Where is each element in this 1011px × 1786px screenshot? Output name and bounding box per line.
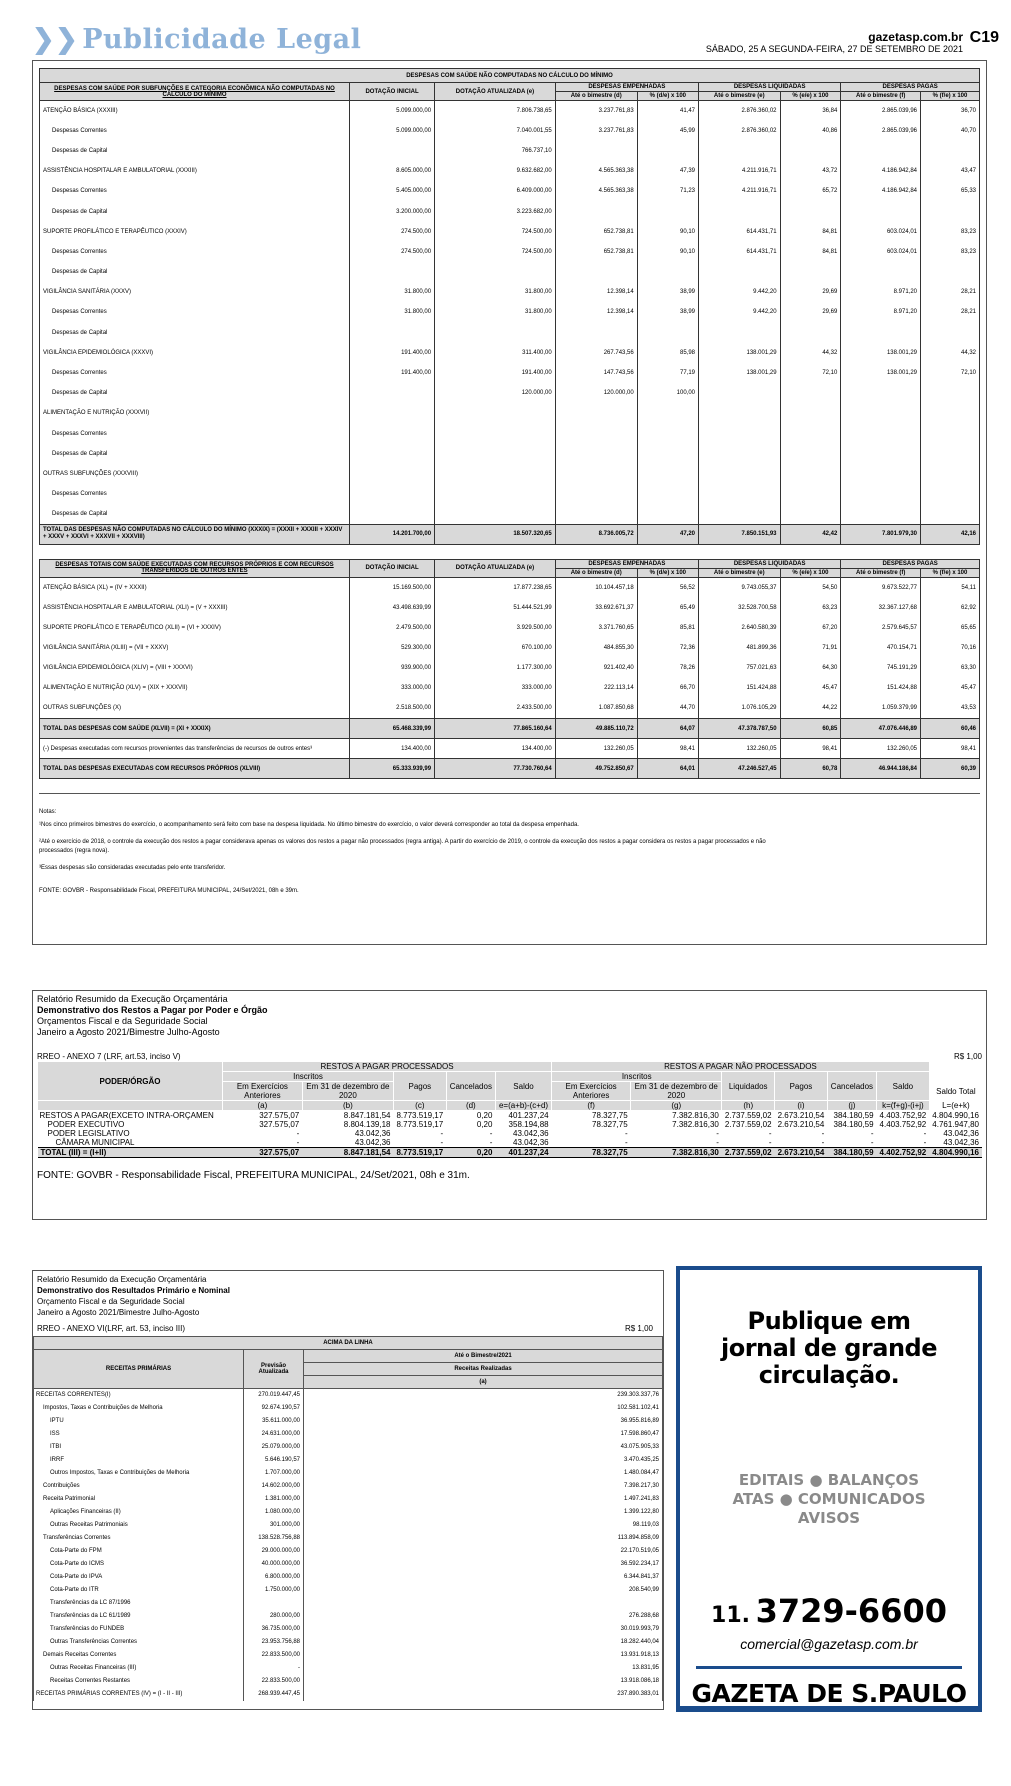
table-row: Impostos, Taxas e Contribuições de Melhoria 92.674.190,57 102.581.102,41	[34, 1402, 663, 1415]
table-row: ATENÇÃO BÁSICA (XL) = (IV + XXXII) 15.169.500,00 17.877.238,65 10.104.457,18 56,52 9.743.055,37 54,50 9.673.522,77 54,11	[40, 577, 980, 597]
table-total-row: TOTAL DAS DESPESAS NÃO COMPUTADAS NO CÁLCULO DO MÍNIMO (XXXIX) = (XXXII + XXXIII + XXXIV + XXXV + XXXVI + XXXVII + XXXVIII) 14.201.700,00 18.507.320,65 8.736.005,72 47,20 7.850.151,93 42,42 7.801.979,30 42,16	[40, 524, 980, 544]
table-total-row: TOTAL DAS DESPESAS COM SAÚDE (XLVII) = (XI + XXXIX) 65.468.339,99 77.865.160,64 49.885.110,72 64,07 47.378.787,50 60,85 47.076.446,89 60,46	[40, 719, 980, 739]
double-chevron-icon: ❯❯	[32, 24, 79, 55]
table-row: Outras Receitas Patrimoniais 301.000,00 98.119,03	[34, 1519, 663, 1532]
table-row: RECEITAS PRIMÁRIAS CORRENTES (IV) = (I - II - III) 268.939.447,45 237.890.383,01	[34, 1688, 663, 1701]
group-header: RESTOS A PAGAR NÃO PROCESSADOS	[552, 1062, 930, 1072]
table-row: ASSISTÊNCIA HOSPITALAR E AMBULATORIAL (XXXIII) 8.605.000,00 9.632.682,00 4.565.363,38 47,39 4.211.916,71 43,72 4.186.942,84 43,47	[40, 161, 980, 181]
col-header: DOTAÇÃO ATUALIZADA (e)	[435, 559, 556, 577]
report-line: Janeiro a Agosto 2021/Bimestre Julho-Agosto	[37, 1027, 220, 1037]
table-row: SUPORTE PROFILÁTICO E TERAPÊUTICO (XXXIV) 274.500,00 724.500,00 652.738,81 90,10 614.431,71 84,81 603.024,01 83,23	[40, 222, 980, 242]
table-row: Cota-Parte do IPVA 6.800.000,00 6.344.841,37	[34, 1571, 663, 1584]
group-header: RESTOS A PAGAR PROCESSADOS	[223, 1062, 552, 1072]
col-header: RECEITAS PRIMÁRIAS	[34, 1350, 244, 1389]
table-row: VIGILÂNCIA EPIDEMIOLÓGICA (XLIV) = (VIII + XXXVI) 939.900,00 1.177.300,00 921.402,40 78,26 757.021,63 64,30 745.191,29 63,30	[40, 658, 980, 678]
table-row: Demais Receitas Correntes 22.833.500,00 13.931.918,13	[34, 1649, 663, 1662]
table-row: ISS 24.631.000,00 17.598.860,47	[34, 1428, 663, 1441]
gazeta-logo: GAZETA DE S.PAULO	[691, 1679, 967, 1708]
report-line: Relatório Resumido da Execução Orçamentária	[37, 1275, 207, 1284]
fonte-label: FONTE: GOVBR - Responsabilidade Fiscal, PREFEITURA MUNICIPAL, 24/Set/2021, 08h e 31m.	[37, 1170, 470, 1181]
table-row: Receitas Correntes Restantes 22.833.500,00 13.918.086,18	[34, 1675, 663, 1688]
table-total-row: TOTAL (III) = (I+II) 327.575,07 8.847.181,54 8.773.519,17 0,20 401.237,24 78.327,75 7.382.816,30 2.737.559,02 2.673.210,54 384.180,59 4.402.752,92 4.804.990,16	[38, 1148, 983, 1158]
resultados-table	[33, 1336, 663, 1701]
col-header: % (e/e) x 100	[780, 92, 841, 101]
group-header: DESPESAS LIQUIDADAS	[699, 559, 841, 568]
table-row: ASSISTÊNCIA HOSPITALAR E AMBULATORIAL (XLI) = (V + XXXIII) 43.498.639,99 51.444.521,99 33.692.671,37 65,49 32.528.700,58 63,23 32.367.127,68 62,92	[40, 598, 980, 618]
col-header: DOTAÇÃO ATUALIZADA (e)	[435, 83, 556, 101]
ad-categories: EDITAIS ● BALANÇOS ATAS ● COMUNICADOS AVISOS	[732, 1471, 926, 1527]
table-row: RECEITAS CORRENTES(I) 270.019.447,45 239.303.337,76	[34, 1389, 663, 1402]
table-row: Cota-Parte do ITR 1.750.000,00 208.540,99	[34, 1584, 663, 1597]
col-header: DOTAÇÃO INICIAL	[350, 83, 435, 101]
page-number: C19	[969, 29, 999, 46]
table-row: PODER LEGISLATIVO - 43.042,36 - - 43.042,36 - - - - - - 43.042,36	[47, 1129, 979, 1138]
table-row: Cota-Parte do ICMS 40.000.000,00 36.592.234,17	[34, 1558, 663, 1571]
col-header: DESPESAS COM SAÚDE POR SUBFUNÇÕES E CATEGORIA ECONÔMICA NÃO COMPUTADAS NO CÁLCULO DO MÍNIMO	[40, 83, 350, 101]
table-row: Despesas Correntes 5.405.000,00 6.409.000,00 4.565.363,38 71,23 4.211.916,71 65,72 4.186.942,84 65,33	[40, 181, 980, 201]
ad-phone[interactable]: 11. 3729-6600	[711, 1592, 947, 1630]
col-header: Até o bimestre (f)	[841, 568, 921, 577]
table-row: Outras Transferências Correntes 23.953.756,88 18.282.440,04	[34, 1636, 663, 1649]
table-row: Despesas de Capital	[40, 504, 980, 524]
col-header: % (e/e) x 100	[780, 568, 841, 577]
group-header: ACIMA DA LINHA	[34, 1337, 663, 1350]
notes: Notas: ¹Nos cinco primeiros bimestres do exercício, o acompanhamento será feito com base na despesa liquidada. No último bimestre do exercício, o valor deverá corresponder ao total da despesa empenhada. ²Até o exercício de 2018, o controle da execução dos restos a pagar considerava apenas os valores dos restos a pagar não processados (regra antiga). A partir do exercício de 2019, o controle da execução dos restos a pagar considera os restos a pagar processados e não processados (regra nova). ³Essas despesas são consideradas executadas pelo ente transferidor. FONTE: GOVBR - Responsabilidade Fiscal, PREFEITURA MUNICIPAL, 24/Set/2021, 08h e 39m.	[39, 809, 766, 895]
table-row: Transferências do FUNDEB 36.735.000,00 30.019.993,79	[34, 1623, 663, 1636]
ad-headline: Publique em jornal de grande circulação.	[721, 1307, 937, 1389]
report-title: Demonstrativo dos Restos a Pagar por Poder e Órgão	[37, 1005, 268, 1015]
group-header: Inscritos	[223, 1072, 394, 1082]
col-header: DOTAÇÃO INICIAL	[350, 559, 435, 577]
table-row: VIGILÂNCIA SANITÁRIA (XXXV) 31.800,00 31.800,00 12.398,14 38,99 9.442,20 29,69 8.971,20 28,21	[40, 282, 980, 302]
table-row: Outros Impostos, Taxas e Contribuições de Melhoria 1.707.000,00 1.480.084,47	[34, 1467, 663, 1480]
col-header: % (d/e) x 100	[637, 568, 698, 577]
table-title: DESPESAS COM SAÚDE NÃO COMPUTADAS NO CÁLCULO DO MÍNIMO	[40, 69, 980, 83]
col-header: % (f/e) x 100	[921, 92, 980, 101]
group-header: DESPESAS EMPENHADAS	[555, 559, 698, 568]
table-row: Contribuições 14.602.000,00 7.398.217,30	[34, 1480, 663, 1493]
table-row: IPTU 35.611.000,00 36.955.816,89	[34, 1415, 663, 1428]
col-header: PODER/ÓRGÃO	[38, 1062, 223, 1101]
table-row: Despesas Correntes 31.800,00 31.800,00 12.398,14 38,99 9.442,20 29,69 8.971,20 28,21	[40, 302, 980, 322]
table-row: OUTRAS SUBFUNÇÕES (XXXVIII)	[40, 464, 980, 484]
saude-report	[32, 60, 987, 945]
group-header: DESPESAS LIQUIDADAS	[699, 83, 841, 92]
saude-totais-table	[39, 559, 980, 780]
section-title: ❯❯ Publicidade Legal	[32, 24, 362, 55]
table-row: Receita Patrimonial 1.381.000,00 1.497.241,83	[34, 1493, 663, 1506]
col-header: % (f/e) x 100	[921, 568, 980, 577]
restos-table: PODER/ÓRGÃO RESTOS A PAGAR PROCESSADOS RESTOS A PAGAR NÃO PROCESSADOS Inscritos Pagos Cancelados Saldo Inscritos Liquidados Pagos Cancelados Saldo Em Exercícios Anteriores Em 31 de dezembro de 2020 Em Exercícios Anteriores Em 31 de dezembro de 2020 Saldo Total (a) (b) (c) (d) e=(a+b)-(c+d) (f) (g) (h) (i) (j) k=(f+g)-(i+j) L=(e+k) RESTOS A PAGAR(EXCETO INTRA-ORÇAMEN 327.575,07 8.847.181,54 8.773.519,17 0,20 401.237,24 78.327,75 7.382.816,30 2.737.559,02 2.673.210,54 384.180,59 4.403.752,92 4.804.990,16 PODER EXECUTIVO 327.575,07 8.804.139,18 8.773.519,17 0,20 358.194,88 78.327,75 7.382.816,30 2.737.559,02 2.673.210,54 384.180,59 4.403.752,92 4.761.947,80 PODER LEGISLATIVO - 43.042,36 - - 43.042,36 - - - - - - 43.042,36 CÂMARA MUNICIPAL - 43.042,36 - - 43.042,36 - - - - - - 43.042,36 TOTAL (III) = (I+II) 327.575,07 8.847.181,54 8.773.519,17 0,20 401.237,24 78.327,75 7.382.816,30 2.737.559,02 2.673.210,54 384.180,59 4.402.752,92 4.804.990,16	[37, 1061, 982, 1158]
unit-label: R$ 1,00	[624, 1324, 653, 1333]
table-row: SUPORTE PROFILÁTICO E TERAPÊUTICO (XLII) = (VI + XXXIV) 2.479.500,00 3.929.500,00 3.371.760,65 85,81 2.640.580,39 67,20 2.579.645,57 65,65	[40, 618, 980, 638]
table-row: Despesas Correntes	[40, 424, 980, 444]
col-header: Até o bimestre (f)	[841, 92, 921, 101]
table-row: ITBI 25.079.000,00 43.075.905,33	[34, 1441, 663, 1454]
table-row: IRRF 5.646.190,57 3.470.435,25	[34, 1454, 663, 1467]
col-header: % (d/e) x 100	[637, 92, 698, 101]
col-header: (a)	[304, 1376, 663, 1389]
table-row: (-) Despesas executadas com recursos provenientes das transferências de recursos de outros entes³ 134.400,00 134.400,00 132.260,05 98,41 132.260,05 98,41 132.260,05 98,41	[40, 739, 980, 759]
site-name[interactable]: gazetasp.com.br	[868, 30, 963, 44]
table-row: ALIMENTAÇÃO E NUTRIÇÃO (XXXVII)	[40, 403, 980, 423]
table-row: Despesas de Capital	[40, 323, 980, 343]
col-header: DESPESAS TOTAIS COM SAÚDE EXECUTADAS COM RECURSOS PRÓPRIOS E COM RECURSOS TRANSFERIDOS DE OUTROS ENTES	[40, 559, 350, 577]
group-header: Inscritos	[552, 1072, 722, 1082]
table-row: CÂMARA MUNICIPAL - 43.042,36 - - 43.042,36 - - - - - - 43.042,36	[55, 1138, 979, 1147]
table-row: ATENÇÃO BÁSICA (XXXIII) 5.099.000,00 7.806.738,65 3.237.761,83 41,47 2.876.360,02 36,84 2.865.039,96 36,70	[40, 101, 980, 121]
report-title: Demonstrativo dos Resultados Primário e Nominal	[37, 1286, 230, 1295]
table-row: Transferências Correntes 138.528.756,88 113.894.858,09	[34, 1532, 663, 1545]
col-header: Receitas Realizadas	[304, 1363, 663, 1376]
report-line: Relatório Resumido da Execução Orçamentária	[37, 994, 228, 1004]
report-line: Orçamento Fiscal e da Seguridade Social	[37, 1297, 185, 1306]
group-header: DESPESAS EMPENHADAS	[555, 83, 698, 92]
anexo-label: RREO - ANEXO VI(LRF, art. 53, inciso III)	[37, 1324, 186, 1333]
report-line: Orçamentos Fiscal e da Seguridade Social	[37, 1016, 208, 1026]
table-row: Cota-Parte do FPM 29.000.000,00 22.170.519,05	[34, 1545, 663, 1558]
resultados-report	[32, 1270, 664, 1710]
table-row: Transferências da LC 61/1989 280.000,00 276.288,68	[34, 1610, 663, 1623]
table-row: PODER EXECUTIVO 327.575,07 8.804.139,18 8.773.519,17 0,20 358.194,88 78.327,75 7.382.816,30 2.737.559,02 2.673.210,54 384.180,59 4.403.752,92 4.761.947,80	[47, 1120, 979, 1129]
table-row: Despesas de Capital 766.737,10	[40, 141, 980, 161]
table-row: RESTOS A PAGAR(EXCETO INTRA-ORÇAMEN 327.575,07 8.847.181,54 8.773.519,17 0,20 401.237,24 78.327,75 7.382.816,30 2.737.559,02 2.673.210,54 384.180,59 4.403.752,92 4.804.990,16	[39, 1110, 979, 1120]
col-header: Até o bimestre (e)	[699, 92, 781, 101]
col-header: Até o bimestre (d)	[555, 92, 637, 101]
table-row: Aplicações Financeiras (II) 1.080.000,00 1.399.122,80	[34, 1506, 663, 1519]
table-row: Despesas Correntes	[40, 484, 980, 504]
table-row: ALIMENTAÇÃO E NUTRIÇÃO (XLV) = (XIX + XXXVII) 333.000,00 333.000,00 222.113,14 66,70 151.424,88 45,47 151.424,88 45,47	[40, 678, 980, 698]
table-row: VIGILÂNCIA EPIDEMIOLÓGICA (XXXVI) 191.400,00 311.400,00 267.743,56 85,98 138.001,29 44,32 138.001,29 44,32	[40, 343, 980, 363]
ad-email[interactable]: comercial@gazetasp.com.br	[740, 1636, 918, 1652]
group-header: DESPESAS PAGAS	[841, 559, 980, 568]
table-row: Outras Receitas Financeiras (III) - 13.831,95	[34, 1662, 663, 1675]
unit-label: R$ 1,00	[953, 1052, 982, 1061]
saude-nao-computadas-table	[39, 68, 980, 545]
table-row: Despesas de Capital	[40, 262, 980, 282]
restos-report	[32, 990, 987, 1220]
ad-divider	[696, 1666, 962, 1669]
col-header: Até o Bimestre/2021	[304, 1350, 663, 1363]
table-row: Despesas Correntes 191.400,00 191.400,00 147.743,56 77,19 138.001,29 72,10 138.001,29 72,10	[40, 363, 980, 383]
anexo-label: RREO - ANEXO 7 (LRF, art.53, inciso V)	[37, 1052, 181, 1061]
table-row: Despesas Correntes 274.500,00 724.500,00 652.738,81 90,10 614.431,71 84,81 603.024,01 83,23	[40, 242, 980, 262]
gazeta-advertisement[interactable]	[676, 1266, 982, 1712]
table-row: Despesas de Capital	[40, 444, 980, 464]
table-row: OUTRAS SUBFUNÇÕES (X) 2.518.500,00 2.433.500,00 1.087.850,68 44,70 1.076.105,29 44,22 1.059.379,99 43,53	[40, 699, 980, 719]
table-row: Despesas de Capital 3.200.000,00 3.223.682,00	[40, 201, 980, 221]
table-row: Transferências da LC 87/1996	[34, 1597, 663, 1610]
table-row: Despesas Correntes 5.099.000,00 7.040.001,55 3.237.761,83 45,99 2.876.360,02 40,86 2.865.039,96 40,70	[40, 121, 980, 141]
col-header: Até o bimestre (e)	[699, 568, 781, 577]
table-row: VIGILÂNCIA SANITÁRIA (XLIII) = (VII + XXXV) 529.300,00 670.100,00 484.855,30 72,36 481.899,36 71,91 470.154,71 70,16	[40, 638, 980, 658]
table-row: Despesas de Capital 120.000,00 120.000,00 100,00	[40, 383, 980, 403]
col-header: Até o bimestre (d)	[555, 568, 637, 577]
report-line: Janeiro a Agosto 2021/Bimestre Julho-Agosto	[37, 1308, 200, 1317]
table-total-row: TOTAL DAS DESPESAS EXECUTADAS COM RECURSOS PRÓPRIOS (XLVIII) 65.333.939,99 77.730.760,64 49.752.850,67 64,01 47.246.527,45 60,78 46.944.186,84 60,39	[40, 759, 980, 779]
edition-date: SÁBADO, 25 A SEGUNDA-FEIRA, 27 DE SETEMBRO DE 2021	[705, 44, 963, 54]
col-header: Previsão Atualizada	[244, 1350, 304, 1389]
group-header: DESPESAS PAGAS	[841, 83, 980, 92]
